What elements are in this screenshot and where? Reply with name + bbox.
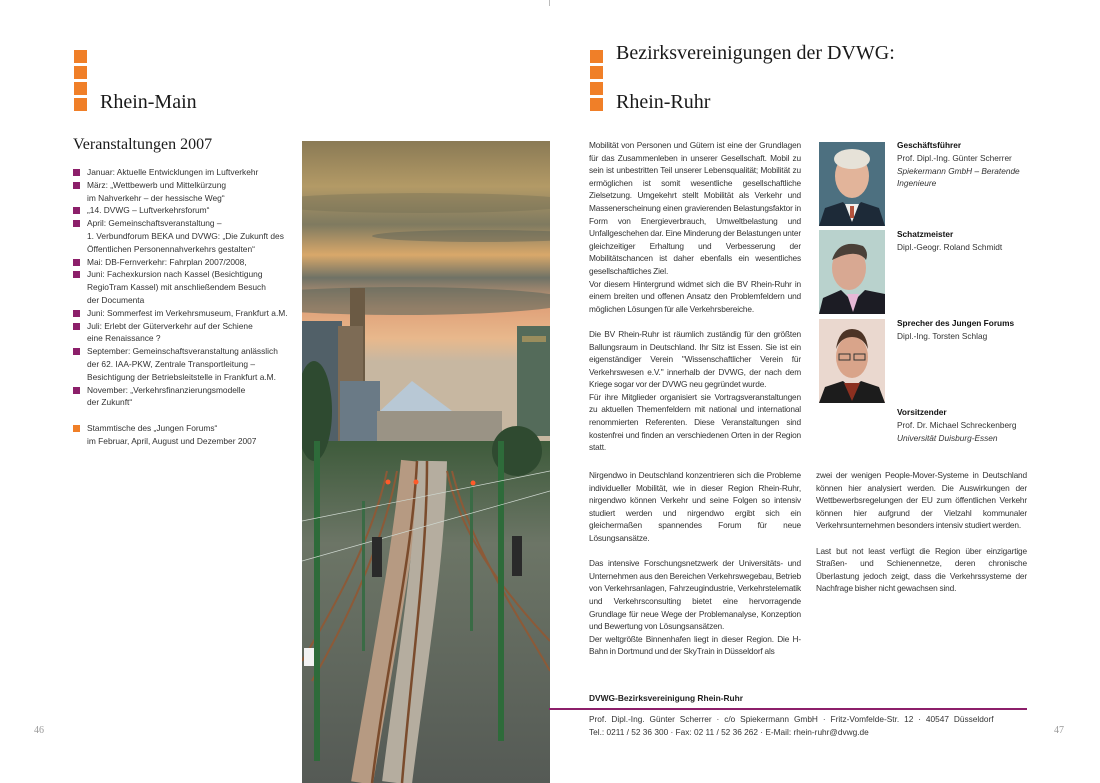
- event-item: Juni: Sommerfest im Verkehrsmuseum, Frankfurt a.M.: [73, 307, 295, 320]
- member-name: Dipl.-Ing. Torsten Schlag: [897, 330, 988, 341]
- event-item: Januar: Aktuelle Entwicklungen im Luftverkehr: [73, 166, 295, 179]
- purple-bullet-icon: [73, 220, 80, 227]
- event-item: März: „Wettbewerb und Mittelkürzung im Nahverkehr – der hessische Weg“: [73, 179, 295, 205]
- role-title: Sprecher des Jungen Forums: [897, 318, 1015, 328]
- purple-bullet-icon: [73, 259, 80, 266]
- orange-square-marker: [74, 98, 87, 111]
- board-member-sprecher: [897, 317, 1037, 343]
- footer-heading: DVWG-Bezirksvereinigung Rhein-Ruhr: [589, 693, 744, 703]
- orange-square-marker: [74, 50, 87, 63]
- footer-contact: Tel.: 0211 / 52 36 300 · Fax: 02 11 / 52 36 262 · E-Mail: rhein-ruhr@dvwg.de: [589, 727, 869, 737]
- paragraph: Mobilität von Personen und Gütern ist eine der Grundlagen für das Zusammenleben in unserer Gesellschaft. Mobil zu sein ist unbestritten Teil unserer Lebensqualität; Mobilität zu ermöglichen ist somit wesentliche gesellschaftliche Zielsetzung. Umgekehrt stellt Mobilität als Verkehr und Massenerscheinung einen gravierenden Belastungsfaktor in Form von Energieverbrauch, Umweltbelastung und Unfallgeschehen dar. Eine Minderung der Belastungen unter gleichzeitiger Erhaltung und Verbesserung der Mobilitätschancen ist daher ebenfalls ein wesentliches gesellschaftliches Ziel.: [589, 140, 801, 276]
- page-number-left: 46: [34, 725, 44, 736]
- crop-mark: [549, 0, 550, 6]
- paragraph: Die BV Rhein-Ruhr ist räumlich zuständig für den größten Ballungsraum in Deutschland. Ihr Sitz ist Essen. Sie ist ein eigenständiger Verein "Wissenschaftlicher Verein für Verkehrswesen e.V." innerhalb der DVWG, der nach dem Kriege sogar vor der DVWG neu gegründet wurde.: [589, 328, 801, 390]
- purple-bullet-icon: [73, 387, 80, 394]
- member-name: Prof. Dipl.-Ing. Günter Scherrer: [897, 152, 1012, 163]
- region-title: Rhein-Ruhr: [616, 91, 711, 113]
- events-list: [73, 166, 295, 448]
- member-name: Dipl.-Geogr. Roland Schmidt: [897, 241, 1003, 252]
- paragraph: zwei der wenigen People-Mover-Systeme in Deutschland können hier analysiert werden. Die Auswirkungen der Wettbewerbsregelungen der EU zum öffentlichen Verkehr können hier aufgrund der Vielzahl kommunaler Verkehrsunternehmen besonders intensiv studiert werden.: [816, 470, 1027, 531]
- purple-bullet-icon: [73, 271, 80, 278]
- section-title: Rhein-Main: [100, 91, 197, 113]
- purple-bullet-icon: [73, 169, 80, 176]
- orange-square-marker: [590, 50, 603, 63]
- member-name: Prof. Dr. Michael Schreckenberg: [897, 419, 1017, 430]
- role-title: Geschäftsführer: [897, 140, 962, 150]
- paragraph: Der weltgrößte Binnenhafen liegt in dieser Region. Die H-Bahn in Dortmund und der SkyTrain in Düsseldorf als: [589, 633, 801, 657]
- footer-divider: [549, 708, 1027, 710]
- page-number-right: 47: [1054, 725, 1064, 736]
- page-title: Bezirksvereinigungen der DVWG:: [616, 42, 895, 64]
- paragraph: Nirgendwo in Deutschland konzentrieren sich die Probleme individueller Mobilität, wie in dieser Region Rhein-Ruhr, nirgendwo können Verkehr und seine Folgen so intensiv studiert werden und nirgendwo ergibt sich ein gleichermaßen spannendes Forum für neue Lösungsansätze.: [589, 470, 801, 543]
- event-item: Juli: Erlebt der Güterverkehr auf der Schiene eine Renaissance ?: [73, 320, 295, 346]
- purple-bullet-icon: [73, 310, 80, 317]
- event-item: Juni: Fachexkursion nach Kassel (Besichtigung RegioTram Kassel) mit anschließendem Besuch der Documenta: [73, 268, 295, 306]
- paragraph: Last but not least verfügt die Region über einzigartige Straßen- und Schienennetze, deren chronische Überlastung jedoch zeigt, dass die Verkehrssysteme der Nachfrage bisher nicht gewachsen sind.: [816, 545, 1027, 594]
- portrait-photo-sprecher: [819, 319, 885, 403]
- board-member-schatzmeister: [897, 228, 1037, 254]
- board-member-geschaeftsfuehrer: [897, 139, 1037, 190]
- member-affiliation: Universität Duisburg-Essen: [897, 432, 998, 443]
- orange-square-marker: [590, 98, 603, 111]
- event-item: November: „Verkehrsfinanzierungsmodelle der Zukunft“: [73, 384, 295, 410]
- footer-address: Prof. Dipl.-Ing. Günter Scherrer · c/o Spiekermann GmbH · Fritz-Vomfelde-Str. 12 · 40547 Düsseldorf: [589, 714, 994, 724]
- railway-skyline-photo: [302, 141, 550, 783]
- purple-bullet-icon: [73, 323, 80, 330]
- text-column-1-bottom: [589, 469, 801, 658]
- purple-bullet-icon: [73, 207, 80, 214]
- paragraph: Vor diesem Hintergrund widmet sich die BV Rhein-Ruhr in einem breiten und offenen Ansatz den Problemfeldern und möglichen Lösungen für alle Verkehrsbereiche.: [589, 278, 801, 314]
- portrait-photo-schatzmeister: [819, 230, 885, 314]
- event-item: Mai: DB-Fernverkehr: Fahrplan 2007/2008,: [73, 256, 295, 269]
- orange-bullet-icon: [73, 425, 80, 432]
- board-member-vorsitzender: [897, 406, 1037, 444]
- text-column-2: [816, 469, 1027, 595]
- member-affiliation: Spiekermann GmbH – Beratende Ingenieure: [897, 165, 1020, 189]
- orange-square-marker: [74, 82, 87, 95]
- event-item: September: Gemeinschaftsveranstaltung anlässlich der 62. IAA-PKW, Zentrale Transportleitung – Besichtigung der Betriebsleitstelle in Frankfurt a.M.: [73, 345, 295, 383]
- event-item: April: Gemeinschaftsveranstaltung – 1. Verbundforum BEKA und DVWG: „Die Zukunft des Öffentlichen Personennahverkehrs gestalten“: [73, 217, 295, 255]
- orange-square-marker: [590, 82, 603, 95]
- portrait-photo-geschaeftsfuehrer: [819, 142, 885, 226]
- event-item: „14. DVWG – Luftverkehrsforum“: [73, 204, 295, 217]
- purple-bullet-icon: [73, 182, 80, 189]
- purple-bullet-icon: [73, 348, 80, 355]
- orange-square-marker: [74, 66, 87, 79]
- orange-square-marker: [590, 66, 603, 79]
- role-title: Vorsitzender: [897, 407, 947, 417]
- stammtisch-item: Stammtische des „Jungen Forums“ im Februar, April, August und Dezember 2007: [73, 422, 295, 448]
- events-heading: Veranstaltungen 2007: [73, 136, 213, 153]
- role-title: Schatzmeister: [897, 229, 954, 239]
- paragraph: Das intensive Forschungsnetzwerk der Universitäts- und Unternehmen aus den Bereichen Verkehrswegebau, Betrieb von Verkehrsanlagen, Fahrzeugindustrie, Verkehrstelematik und Verkehrsconsulting bietet eine hervorragende Grundlage für neue Wege der Problemanalyse, Konzeption und Bewertung von Lösungsansätzen.: [589, 558, 801, 632]
- paragraph: Für ihre Mitglieder organisiert sie Vortragsveranstaltungen zu aktuellen Themenfeldern mit national und international renommierten Referenten. Diese Veranstaltungen sind kostenfrei und finden an verschiedenen Orten in der Region statt.: [589, 391, 801, 453]
- text-column-1-top: [589, 139, 801, 454]
